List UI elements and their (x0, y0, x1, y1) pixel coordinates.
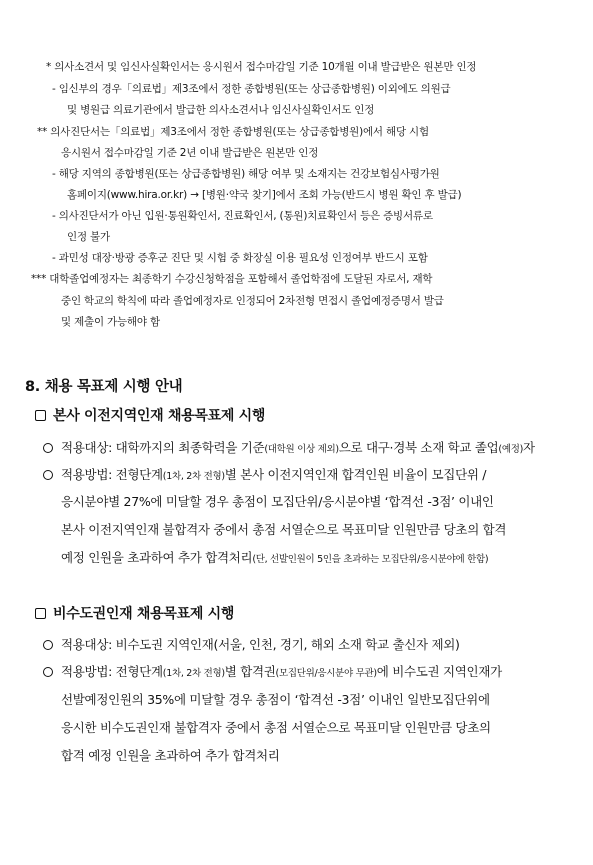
sub1-target-text-3: 자 (523, 440, 535, 455)
sub2-target (43, 637, 460, 653)
note-3-line-3: 및 제출이 가능해야 함 (61, 316, 160, 328)
sub1-method-line-1 (43, 467, 486, 485)
sub1-method-note-4: (단, 선발인원이 5인을 초과하는 모집단위/응시분야에 한함) (252, 554, 489, 565)
sub2-method-text-3: 에 비수도권 지역인재가 (376, 664, 502, 679)
sub2-target-text: 적용대상: 비수도권 지역인재(서울, 인천, 경기, 해외 소재 학교 출신자 제외) (61, 637, 460, 652)
sub2-method-line-2: 선발예정인원의 35%에 미달할 경우 총점이 ‘합격선 -3점’ 이내인 일반모집단위에 (61, 692, 490, 707)
note-2-sub-1-line-1: - 해당 지역의 종합병원(또는 상급종합병원) 해당 여부 및 소재지는 건강보험심사평가원 (52, 168, 440, 180)
sub2-method-note-1: (1차, 2차 전형) (162, 668, 225, 679)
subsection-2-heading (35, 603, 234, 623)
subsection-1-heading (35, 405, 265, 425)
sub1-target (43, 440, 535, 458)
note-2-sub-1-line-2: 홈페이지(www.hira.or.kr) → [병원·약국 찾기]에서 조회 가능(반드시 병원 확인 후 발급) (67, 189, 462, 201)
sub1-target-text: 적용대상: 대학까지의 최종학력을 기준 (61, 440, 265, 455)
sub1-method-line-3: 본사 이전지역인재 불합격자 중에서 총점 서열순으로 목표미달 인원만큼 당초의 합격 (61, 522, 507, 537)
circle-bullet-icon (43, 640, 53, 650)
note-1-sub-line-2: 및 병원급 의료기관에서 발급한 의사소견서나 임신사실확인서도 인정 (67, 104, 375, 116)
subsection-2-title: 비수도권인재 채용목표제 시행 (53, 606, 235, 622)
note-1: * 의사소견서 및 임신사실확인서는 응시원서 접수마감일 기준 10개월 이내 발급받은 원본만 인정 (46, 61, 477, 73)
sub2-method-note-2: (모집단위/응시분야 무관) (275, 668, 377, 679)
sub1-method-text: 적용방법: 전형단계 (61, 467, 163, 482)
note-3-line-1: *** 대학졸업예정자는 최종학기 수강신청학점을 포함해서 졸업학점에 도달된 자로서, 재학 (31, 273, 433, 285)
note-2-sub-2-line-1: - 의사진단서가 아닌 입원·통원확인서, 진료확인서, (통원)치료확인서 등은 증빙서류로 (52, 210, 433, 222)
sub2-method-line-4: 합격 예정 인원을 초과하여 추가 합격처리 (61, 748, 280, 763)
circle-bullet-icon (43, 470, 53, 480)
subsection-1-title: 본사 이전지역인재 채용목표제 시행 (53, 408, 266, 424)
sub1-method-text-2: 별 본사 이전지역인재 합격인원 비율이 모집단위 / (224, 467, 487, 482)
note-1-sub-line-1: - 임신부의 경우「의료법」제3조에서 정한 종합병원(또는 상급종합병원) 이외에도 의원급 (52, 83, 451, 95)
section-title: 8. 채용 목표제 시행 안내 (25, 379, 183, 395)
sub2-method-text-2: 별 합격권 (224, 664, 276, 679)
sub1-method-line-4 (61, 550, 488, 568)
sub1-method-text-4: 예정 인원을 초과하여 추가 합격처리 (61, 550, 253, 565)
sub2-method-line-3: 응시한 비수도권인재 불합격자 중에서 총점 서열순으로 목표미달 인원만큼 당초의 (61, 720, 491, 735)
sub1-target-note-2: (예정) (498, 444, 523, 455)
sub1-method-note: (1차, 2차 전형) (162, 471, 225, 482)
sub2-method-text: 적용방법: 전형단계 (61, 664, 163, 679)
circle-bullet-icon (43, 443, 53, 453)
note-2-line-1: ** 의사진단서는「의료법」제3조에서 정한 종합병원(또는 상급종합병원)에서 해당 시험 (37, 126, 429, 138)
note-2-line-2: 응시원서 접수마감일 기준 2년 이내 발급받은 원본만 인정 (61, 147, 319, 159)
square-bullet-icon (35, 410, 46, 421)
square-bullet-icon (35, 608, 46, 619)
sub1-target-note-1: (대학원 이상 제외) (264, 444, 339, 455)
sub2-method-line-1 (43, 664, 502, 682)
note-3-line-2: 중인 학교의 학칙에 따라 졸업예정자로 인정되어 2차전형 면접시 졸업예정증명서 발급 (61, 295, 444, 307)
circle-bullet-icon (43, 667, 53, 677)
sub1-method-line-2: 응시분야별 27%에 미달할 경우 총점이 모집단위/응시분야별 ‘합격선 -3점’ 이내인 (61, 494, 494, 509)
sub1-target-text-2: 으로 대구·경북 소재 학교 졸업 (338, 440, 499, 455)
note-2-sub-3: - 과민성 대장·방광 증후군 진단 및 시험 중 화장실 이용 필요성 인정여부 반드시 포함 (52, 252, 428, 264)
note-2-sub-2-line-2: 인정 불가 (67, 231, 110, 243)
